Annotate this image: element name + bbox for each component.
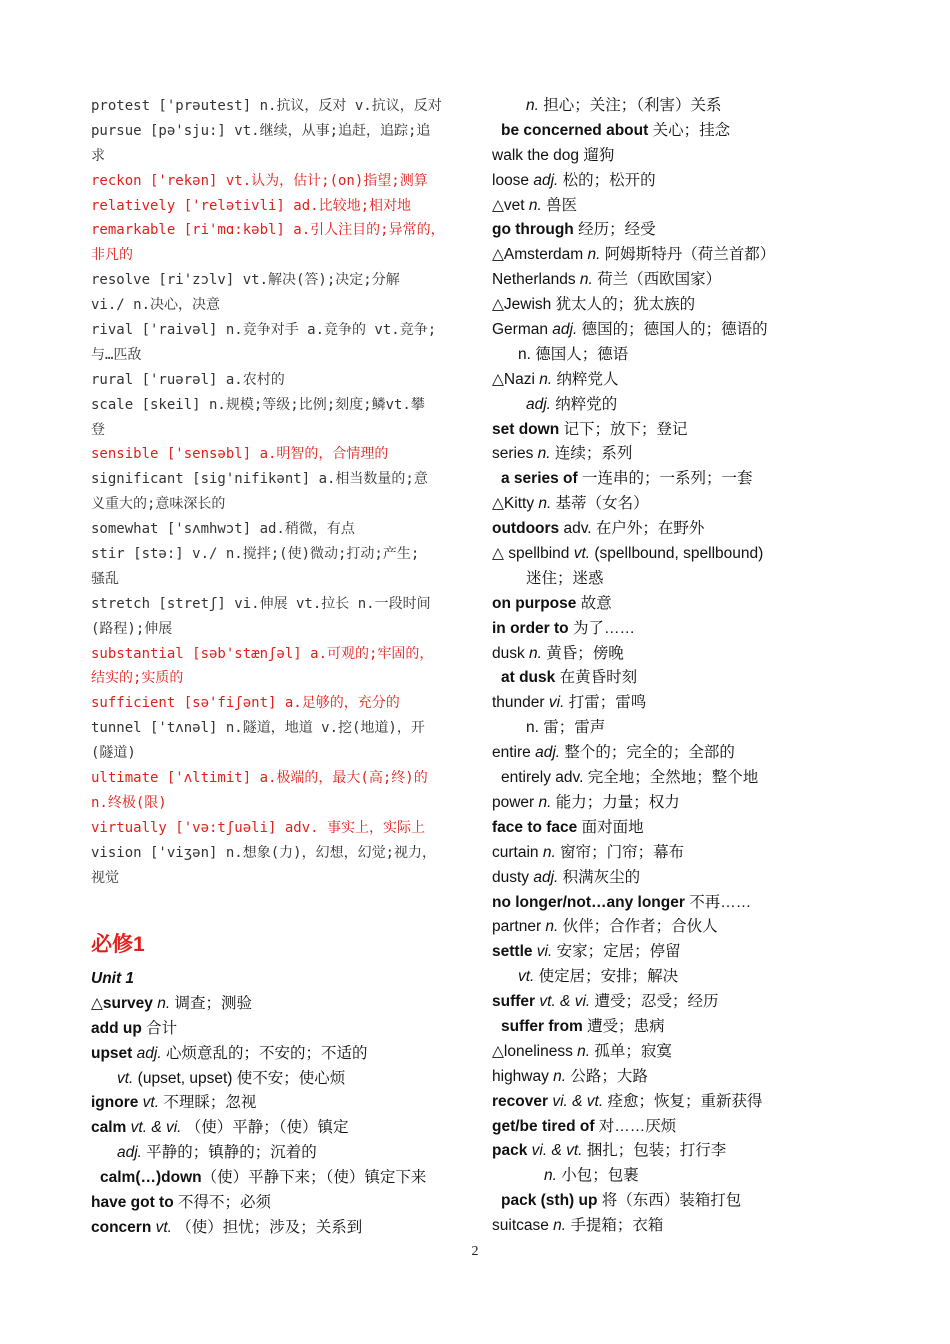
entry-meaning: 兽医 (541, 196, 578, 214)
entry-line (492, 293, 932, 318)
entry-line (492, 492, 932, 517)
entry-word: concern (91, 1218, 152, 1236)
entry-meaning: 使定居；安排；解决 (534, 968, 679, 986)
entry-meaning: （使）担忧；涉及；关系到 (171, 1218, 363, 1236)
vocab-line: 义重大的;意味深长的 (91, 496, 226, 513)
entry-pos: n. (583, 246, 601, 264)
entry-word: have got to (91, 1194, 174, 1212)
entry-line (91, 1017, 481, 1042)
entry-meaning: 在黄昏时刻 (555, 669, 638, 687)
entry-pos: n. (534, 370, 553, 388)
entry-line (492, 1065, 932, 1090)
vocab-line-highlight: reckon ['rekən] vt.认为，估计;(on)指望;测算 (91, 172, 428, 189)
entry-meaning: 痊愈；恢复；重新获得 (603, 1092, 763, 1110)
page-number: 2 (471, 1244, 479, 1259)
entry-word: settle (492, 943, 533, 961)
entry-pos: n. (533, 445, 551, 463)
entry-pos: vi. & vt. (548, 1092, 604, 1110)
entry-line (492, 766, 932, 791)
vocab-line: (隧道) (91, 745, 136, 762)
entry-meaning: adv. 在户外；在野外 (559, 520, 705, 538)
entry-word: △Nazi (492, 370, 535, 388)
entry-pos: vt. (117, 1069, 134, 1087)
vocab-line-highlight: remarkable [ri'mɑ:kəbl] a.引人注目的;异常的， (91, 222, 445, 239)
entry-pos: vi. (544, 694, 565, 712)
vocab-line-highlight: n.终极(限) (91, 794, 167, 811)
entry-line (492, 517, 932, 542)
entry-meaning: 为了…… (568, 619, 635, 637)
entry-word: thunder (492, 694, 545, 712)
vocab-line: pursue [pə'sju:] vt.继续，从事;追赶，追踪;追 (91, 122, 431, 139)
vocab-line: 求 (91, 147, 105, 164)
entry-word: △Kitty (492, 495, 535, 513)
vocab-line-highlight: sufficient [sə'fiʃənt] a.足够的，充分的 (91, 695, 400, 712)
entry-line (492, 368, 932, 393)
entry-pos: n. (548, 1067, 567, 1085)
entry-meaning: 心烦意乱的；不安的；不适的 (161, 1044, 368, 1062)
left-column-unit (91, 967, 481, 1241)
entry-word: dusk (492, 644, 525, 662)
entry-line (492, 841, 932, 866)
entry-pos: adj. (548, 321, 578, 339)
entry-line (492, 592, 932, 617)
left-column-vocab (91, 94, 466, 891)
entry-meaning: 调查；测验 (170, 994, 252, 1012)
entry-line (492, 816, 932, 841)
entry-word: △Jewish (492, 296, 552, 314)
entry-line (91, 1091, 481, 1116)
entry-meaning: 德国的；德国人的；德语的 (577, 321, 768, 339)
entry-meaning: 不再…… (684, 893, 752, 911)
vocab-line: tunnel ['tʌnəl] n.隧道，地道 v.挖(地道)，开 (91, 720, 425, 737)
entry-pos: n. (524, 644, 542, 662)
entry-pos: adj. (132, 1044, 162, 1062)
entry-word: at dusk (501, 669, 556, 687)
entry-meaning: 对……厌烦 (594, 1117, 677, 1135)
entry-meaning: 窗帘；门帘；幕布 (555, 843, 685, 861)
entry-word: on purpose (492, 594, 577, 612)
vocab-line: (路程);伸展 (91, 620, 173, 637)
entry-line (492, 318, 932, 343)
entry-line (492, 1214, 932, 1239)
entry-line (492, 94, 932, 119)
entry-meaning: 打雷；雷鸣 (564, 694, 647, 712)
entry-word: △vet (492, 196, 525, 214)
entry-meaning: 平静的；镇静的；沉着的 (142, 1144, 317, 1162)
entry-meaning: 安家；定居；停留 (552, 943, 681, 961)
entry-meaning: 遭受；忍受；经历 (590, 993, 719, 1011)
entry-pos: n. (534, 793, 552, 811)
entry-meaning: 合计 (141, 1019, 178, 1037)
vocab-line-highlight: virtually ['və:tʃuəli] adv. 事实上，实际上 (91, 819, 426, 836)
entry-meaning: 一连串的；一系列；一套 (577, 470, 753, 488)
entry-word: pack (492, 1142, 528, 1160)
entry-line (492, 666, 932, 691)
vocab-line: significant [sig'nifikənt] a.相当数量的;意 (91, 471, 428, 488)
entry-line (492, 442, 932, 467)
entry-meaning: 捆扎；包装；打行李 (582, 1142, 727, 1160)
vocab-line: resolve [ri'zɔlv] vt.解决(答);决定;分解 (91, 272, 400, 289)
entry-line (492, 965, 932, 990)
entry-line (492, 567, 932, 592)
entry-meaning: 不理睬；忽视 (159, 1094, 257, 1112)
entry-meaning: 面对面地 (577, 818, 644, 836)
entry-line (91, 1067, 481, 1092)
entry-word: entirely (501, 769, 551, 787)
vocab-line-highlight: ultimate ['ʌltimit] a.极端的，最大(高;终)的 (91, 770, 428, 787)
entry-meaning: 犹太人的；犹太族的 (551, 296, 696, 314)
entry-meaning: (spellbound, spellbound) (590, 545, 764, 563)
entry-meaning: 记下；放下；登记 (559, 420, 688, 438)
entry-meaning: 关心；挂念 (648, 121, 731, 139)
entry-line (492, 268, 932, 293)
entry-word: curtain (492, 843, 539, 861)
entry-meaning: 手提箱；衣箱 (566, 1217, 664, 1235)
entry-meaning: 孤单；寂寞 (590, 1042, 672, 1060)
vocab-line: stir [stə:] v./ n.搅拌;(使)微动;打动;产生; (91, 546, 420, 563)
entry-meaning: 纳粹党的 (551, 395, 618, 413)
entry-word: ignore (91, 1094, 139, 1112)
vocab-line: vi./ n.决心，决意 (91, 297, 221, 314)
entry-line (492, 418, 932, 443)
vocab-line: somewhat ['sʌmhwɔt] ad.稍微，有点 (91, 521, 355, 538)
vocab-line: 与…匹敌 (91, 346, 142, 363)
vocab-line: rural ['ruərəl] a.农村的 (91, 371, 285, 388)
vocab-line-highlight: relatively ['relətivli] ad.比较地;相对地 (91, 197, 412, 214)
vocab-line-highlight: 非凡的 (91, 247, 133, 264)
entry-pos: adj. (529, 171, 559, 189)
entry-word: go through (492, 221, 574, 239)
entry-line (492, 691, 932, 716)
entry-word: pack (sth) up (501, 1192, 598, 1210)
entry-line (492, 1015, 932, 1040)
vocab-line-highlight: sensible ['sensəbl] a.明智的，合情理的 (91, 446, 389, 463)
vocab-line-highlight: 结实的;实质的 (91, 670, 184, 687)
entry-word: upset (91, 1044, 133, 1062)
entry-pos: n. (544, 1167, 557, 1185)
entry-line (492, 169, 932, 194)
vocab-line: protest ['prəutest] n.抗议，反对 v.抗议，反对 (91, 98, 442, 114)
entry-pos: n. (572, 1042, 591, 1060)
entry-meaning: 担心；关注；（利害）关系 (538, 97, 722, 114)
entry-pos: vt. (138, 1094, 160, 1112)
entry-line (492, 791, 932, 816)
entry-pos: adj. (529, 868, 559, 886)
entry-meaning: 黄昏；傍晚 (541, 644, 624, 662)
entry-word: Netherlands (492, 271, 576, 289)
entry-word: calm(…)down (100, 1169, 202, 1187)
entry-meaning: 遛狗 (579, 146, 615, 164)
entry-meaning: （使）平静下来；（使）镇定下来 (201, 1169, 427, 1187)
entry-word: entire (492, 744, 531, 762)
entry-line (492, 467, 932, 492)
entry-line (492, 866, 932, 891)
entry-meaning: 故意 (576, 594, 612, 612)
entry-word: △loneliness (492, 1042, 573, 1060)
entry-meaning: 迷住；迷惑 (526, 569, 604, 587)
entry-pos: vt. & vi. (126, 1119, 182, 1137)
entry-line (91, 992, 481, 1017)
entry-line (492, 194, 932, 219)
entry-line (91, 1116, 481, 1141)
entry-line (492, 915, 932, 940)
entry-line (492, 1164, 932, 1189)
entry-pos: vi. (532, 943, 553, 961)
entry-line (492, 542, 932, 567)
entry-pos: n. (575, 271, 593, 289)
entry-line (492, 1090, 932, 1115)
entry-word: face to face (492, 818, 578, 836)
entry-meaning: 公路；大路 (566, 1067, 648, 1085)
entry-line (492, 716, 932, 741)
entry-word: series (492, 445, 534, 463)
vocab-line: 骚乱 (91, 570, 119, 587)
entry-meaning: 荷兰（西欧国家） (592, 271, 722, 289)
entry-word: walk the dog (492, 146, 580, 164)
entry-pos: vt. & vi. (535, 993, 591, 1011)
entry-meaning: n. 雷；雷声 (526, 719, 606, 737)
entry-word: △survey (91, 994, 153, 1012)
entry-pos: n. (548, 1217, 567, 1235)
entry-line (492, 1115, 932, 1140)
entry-line (492, 343, 932, 368)
vocab-line: 视觉 (91, 869, 119, 886)
right-column-unit (492, 94, 932, 1239)
entry-line (492, 393, 932, 418)
entry-word: add up (91, 1019, 142, 1037)
entry-pos: n. (534, 495, 552, 513)
entry-pos: n. (524, 196, 542, 214)
entry-line (492, 218, 932, 243)
entry-meaning: 纳粹党人 (552, 370, 619, 388)
entry-meaning: 不得不；必须 (173, 1194, 271, 1212)
entry-word: a series of (501, 470, 578, 488)
entry-line (492, 243, 932, 268)
entry-line (91, 1216, 481, 1241)
vocab-line: stretch [stretʃ] vi.伸展 vt.拉长 n.一段时间 (91, 595, 431, 612)
entry-line (492, 891, 932, 916)
entry-word: suffer (492, 993, 536, 1011)
vocab-line-highlight: substantial [səb'stænʃəl] a.可观的;牢固的， (91, 645, 434, 662)
entry-word: suitcase (492, 1217, 549, 1235)
entry-word: highway (492, 1067, 549, 1085)
entry-meaning: 能力；力量；权力 (551, 793, 680, 811)
entry-word: calm (91, 1119, 127, 1137)
vocab-line: 登 (91, 421, 105, 438)
entry-meaning: 将（东西）装箱打包 (597, 1192, 742, 1210)
entry-meaning: 经历；经受 (573, 221, 656, 239)
entry-word: set down (492, 420, 560, 438)
entry-pos: adj. (526, 395, 551, 413)
entry-word: get/be tired of (492, 1117, 595, 1135)
entry-meaning: 小包；包裹 (556, 1167, 639, 1185)
entry-meaning: 阿姆斯特丹（荷兰首都） (600, 246, 776, 264)
entry-pos: adj. (530, 744, 561, 762)
entry-line (492, 617, 932, 642)
entry-pos: vi. & vt. (527, 1142, 583, 1160)
entry-line (492, 642, 932, 667)
entry-line (492, 144, 932, 169)
entry-line (91, 1191, 481, 1216)
entry-word: loose (492, 171, 530, 189)
entry-meaning: （使）平静；（使）镇定 (181, 1119, 349, 1137)
entry-word: German (492, 321, 548, 339)
entry-line (492, 1040, 932, 1065)
vocab-line: rival ['raivəl] n.竞争对手 a.竞争的 vt.竞争; (91, 322, 437, 339)
entry-meaning: (upset, upset) 使不安；使心烦 (133, 1069, 346, 1087)
entry-meaning: 伙伴；合作者；合伙人 (558, 918, 718, 936)
entry-line (492, 119, 932, 144)
entry-pos: adj. (117, 1144, 142, 1162)
entry-meaning: 基蒂（女名） (551, 495, 649, 513)
entry-word: be concerned about (501, 121, 649, 139)
entry-word: outdoors (492, 520, 560, 538)
entry-pos: vt. (518, 968, 535, 986)
entry-pos: n. (541, 918, 559, 936)
entry-pos: n. (152, 994, 171, 1012)
entry-word: dusty (492, 868, 530, 886)
entry-word: partner (492, 918, 542, 936)
entry-word: △ spellbind (492, 545, 570, 563)
entry-line (91, 1141, 481, 1166)
unit-label: Unit 1 (91, 970, 135, 987)
entry-meaning: 整个的；完全的；全部的 (560, 744, 735, 762)
entry-pos: vt. (151, 1218, 172, 1236)
entry-meaning: 积满灰尘的 (558, 868, 641, 886)
entry-line (91, 1166, 481, 1191)
entry-pos: n. (526, 97, 539, 114)
vocab-line: scale [skeil] n.规模;等级;比例;刻度;鳞vt.攀 (91, 396, 425, 413)
vocab-line: vision ['viʒən] n.想象(力)，幻想，幻觉;视力， (91, 844, 437, 861)
section-heading: 必修1 (91, 933, 145, 956)
entry-word: in order to (492, 619, 569, 637)
entry-meaning: adv. 完全地；全然地；整个地 (550, 769, 759, 787)
entry-line (492, 990, 932, 1015)
entry-meaning: 德国人；德语 (530, 345, 629, 363)
entry-line (492, 1189, 932, 1214)
entry-word: recover (492, 1092, 549, 1110)
entry-line (492, 1139, 932, 1164)
entry-word: no longer/not…any longer (492, 893, 685, 911)
entry-pos: vt. (569, 545, 591, 563)
entry-word: suffer from (501, 1017, 583, 1035)
entry-pos: n. (538, 843, 556, 861)
entry-pos: n. (518, 345, 531, 363)
entry-meaning: 连续；系列 (550, 445, 633, 463)
entry-line (91, 1042, 481, 1067)
entry-meaning: 遭受；患病 (582, 1017, 665, 1035)
entry-line (492, 940, 932, 965)
entry-word: △Amsterdam (492, 246, 584, 264)
entry-line (492, 741, 932, 766)
entry-word: power (492, 793, 535, 811)
entry-meaning: 松的；松开的 (558, 171, 656, 189)
